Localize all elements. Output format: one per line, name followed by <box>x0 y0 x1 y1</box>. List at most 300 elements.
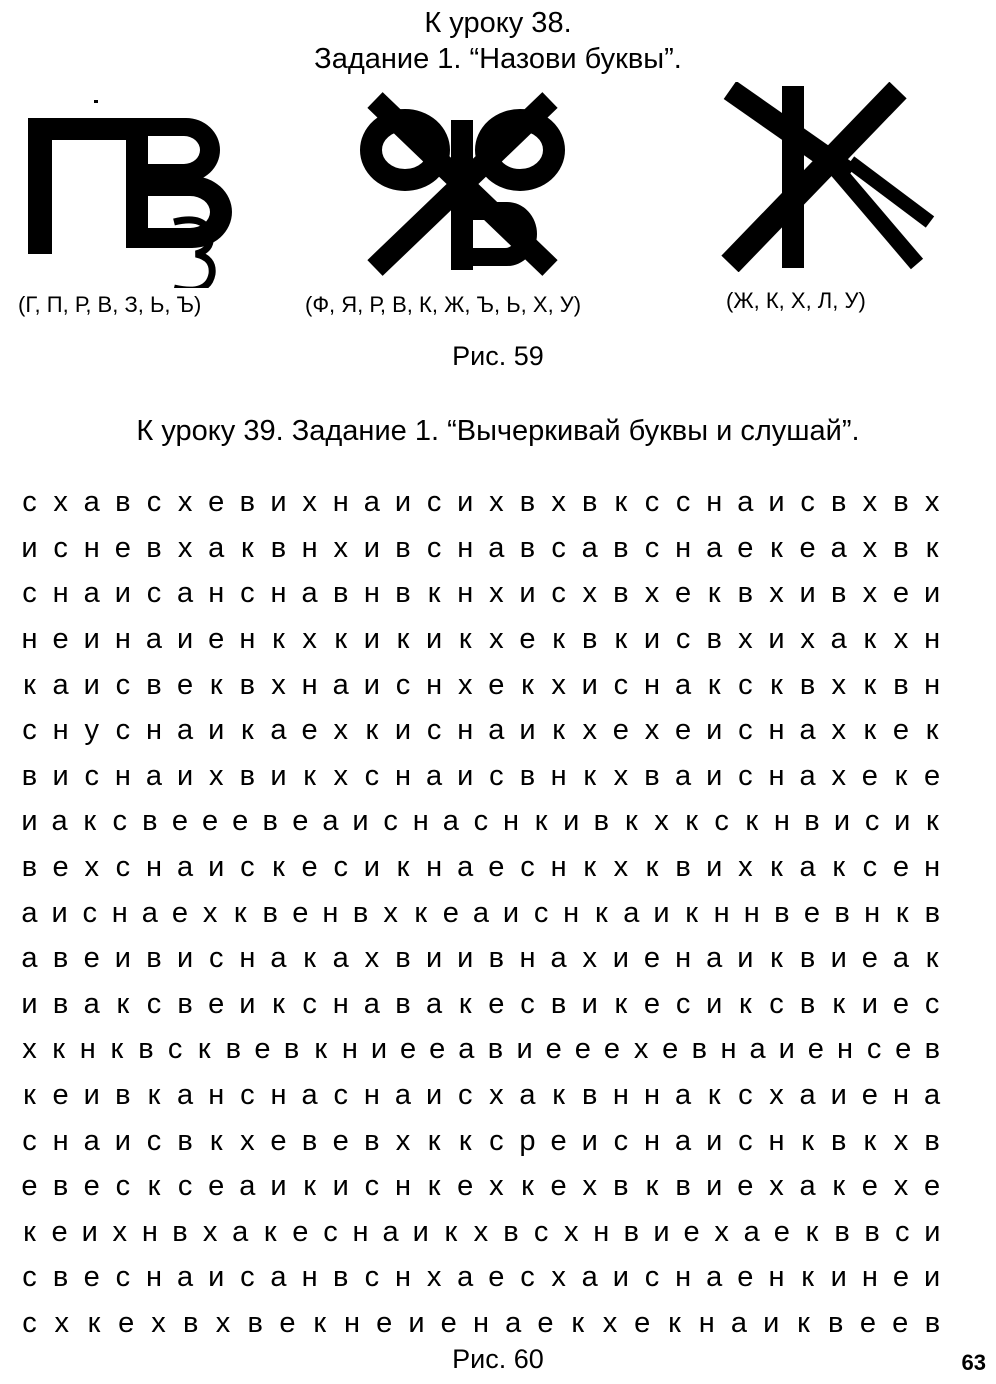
letter: х <box>563 1215 579 1248</box>
letter: н <box>457 714 474 747</box>
letter: в <box>737 577 754 610</box>
letter: е <box>545 1033 562 1066</box>
letter: в <box>395 942 411 975</box>
letter: к <box>233 896 247 929</box>
lesson38-task: Задание 1. “Назови буквы”. <box>314 43 682 75</box>
letter: е <box>861 759 878 792</box>
letter: в <box>115 1079 131 1112</box>
letter: в <box>21 759 38 792</box>
letter: к <box>334 623 348 656</box>
letter: е <box>201 805 219 838</box>
letter: к <box>801 1261 814 1294</box>
letter: е <box>332 1124 349 1157</box>
letter: к <box>863 668 877 701</box>
letter: к <box>23 1079 36 1112</box>
letter: с <box>675 987 691 1020</box>
letter: с <box>146 577 162 610</box>
letter: х <box>862 486 878 519</box>
letter: а <box>737 486 754 519</box>
letter: н <box>21 623 38 656</box>
letter: а <box>623 896 640 929</box>
letter: и <box>426 942 443 975</box>
letter-row <box>18 1164 944 1210</box>
letter: е <box>643 942 661 975</box>
letter: и <box>83 668 100 701</box>
letter: е <box>83 1170 100 1203</box>
letter: к <box>583 851 597 884</box>
letter: в <box>52 1170 69 1203</box>
letter: с <box>533 1215 549 1248</box>
letter: н <box>502 805 519 838</box>
letter: к <box>707 668 721 701</box>
letter: х <box>893 623 909 656</box>
letter: в <box>924 1033 941 1066</box>
letter: х <box>800 623 815 656</box>
letter: в <box>21 851 38 884</box>
letter: с <box>146 1124 162 1157</box>
letter: в <box>799 942 816 975</box>
letter: е <box>519 623 536 656</box>
letter: и <box>563 805 580 838</box>
letter: а <box>457 851 474 884</box>
letter: е <box>861 1079 878 1112</box>
letter-row <box>18 1073 944 1119</box>
letter: е <box>279 1306 296 1339</box>
letter: с <box>426 531 442 564</box>
letter: а <box>799 851 816 884</box>
letter: в <box>52 942 69 975</box>
letter: и <box>363 531 380 564</box>
letter: а <box>363 486 380 519</box>
letter: н <box>363 577 380 610</box>
letter: х <box>582 577 597 610</box>
letter: и <box>706 1170 723 1203</box>
letter: н <box>332 486 349 519</box>
letter: с <box>209 942 224 975</box>
letter: к <box>805 1215 819 1248</box>
letter: а <box>799 1079 816 1112</box>
letter: в <box>831 1124 847 1157</box>
letter: н <box>270 577 287 610</box>
letter: к <box>645 1170 659 1203</box>
letter: к <box>427 1124 441 1157</box>
letter: к <box>770 942 783 975</box>
letter: а <box>270 1261 287 1294</box>
letter: е <box>457 1170 474 1203</box>
letter: а <box>892 942 910 975</box>
letter: х <box>738 851 753 884</box>
figure-60-label: Рис. 60 <box>452 1344 544 1374</box>
letter: с <box>167 1033 183 1066</box>
letter: к <box>303 942 316 975</box>
letter: к <box>925 531 939 564</box>
letter: е <box>208 1170 225 1203</box>
letter: и <box>52 759 69 792</box>
letter: с <box>146 987 162 1020</box>
letter: н <box>706 486 723 519</box>
letter: и <box>706 1124 723 1157</box>
letter: х <box>644 577 660 610</box>
letter: е <box>737 1170 754 1203</box>
letter: и <box>581 1124 598 1157</box>
letter: к <box>521 1170 534 1203</box>
letter: н <box>519 942 536 975</box>
letter: е <box>440 1306 457 1339</box>
letter: е <box>376 1306 393 1339</box>
letter: н <box>643 1124 660 1157</box>
letter: и <box>408 1306 425 1339</box>
letter: в <box>519 486 536 519</box>
letter: а <box>177 851 194 884</box>
letter: с <box>53 531 68 564</box>
letter: с <box>866 1033 882 1066</box>
letter: и <box>706 851 723 884</box>
letter-row <box>18 754 944 800</box>
letter: в <box>613 531 629 564</box>
letter: с <box>333 1079 348 1112</box>
letter: к <box>552 1079 565 1112</box>
letter: е <box>292 896 309 929</box>
letter: н <box>457 577 474 610</box>
letter: х <box>862 577 878 610</box>
letter: и <box>516 1033 533 1066</box>
letter: к <box>116 987 130 1020</box>
letter: в <box>283 1033 300 1066</box>
letter: в <box>146 668 162 701</box>
letter: в <box>893 486 909 519</box>
letter: е <box>612 714 629 747</box>
letter: х <box>551 668 566 701</box>
letter: е <box>892 987 910 1020</box>
letter: с <box>22 1261 37 1294</box>
letter: с <box>84 759 99 792</box>
letter: е <box>232 805 249 838</box>
letter: в <box>893 531 909 564</box>
letter: в <box>172 1215 188 1248</box>
letter: х <box>582 714 597 747</box>
letter: х <box>395 1124 411 1157</box>
letter: и <box>778 1033 795 1066</box>
letter: и <box>83 623 100 656</box>
letter: и <box>352 805 369 838</box>
letter: е <box>488 851 505 884</box>
letter: х <box>177 531 193 564</box>
letter: в <box>270 531 287 564</box>
letter: а <box>426 759 443 792</box>
letter: н <box>111 896 128 929</box>
letter: н <box>208 577 225 610</box>
letter: с <box>302 987 317 1020</box>
letter: н <box>550 759 567 792</box>
letter: к <box>801 1124 814 1157</box>
letter: н <box>322 896 339 929</box>
letter-row <box>18 890 944 936</box>
letter: с <box>520 851 535 884</box>
letter: с <box>22 1306 37 1339</box>
letter: н <box>457 531 474 564</box>
letter: к <box>745 805 759 838</box>
letter: и <box>706 759 723 792</box>
letter: и <box>894 805 911 838</box>
figure-2-caption: (Ф, Я, Р, В, К, Ж, Ъ, Ь, Х, У) <box>305 292 582 317</box>
letter: и <box>363 668 380 701</box>
letter: и <box>830 942 847 975</box>
letter: в <box>183 1306 199 1339</box>
letter: а <box>505 1306 522 1339</box>
letter: х <box>633 1033 649 1066</box>
letter: х <box>151 1306 166 1339</box>
letter: в <box>247 1306 263 1339</box>
letter: а <box>177 1261 194 1294</box>
letter: с <box>426 486 442 519</box>
letter: к <box>668 1306 681 1339</box>
letter: в <box>142 805 158 838</box>
letter: в <box>691 1033 708 1066</box>
letter: а <box>924 1079 941 1112</box>
letter: е <box>171 896 189 929</box>
letter: х <box>84 851 99 884</box>
letter: и <box>830 1079 847 1112</box>
letter-grid <box>18 480 944 1346</box>
letter: е <box>574 1033 591 1066</box>
letter: и <box>394 486 412 519</box>
letter: е <box>773 1215 790 1248</box>
letter: и <box>924 1261 941 1294</box>
letter: с <box>458 1079 473 1112</box>
letter: в <box>115 486 131 519</box>
letter: и <box>114 1124 131 1157</box>
letter: н <box>768 759 785 792</box>
letter: н <box>79 1033 96 1066</box>
letter: к <box>770 531 783 564</box>
letter: с <box>115 1261 131 1294</box>
letter: с <box>894 1215 910 1248</box>
letter: н <box>352 1215 369 1248</box>
letter: е <box>83 942 100 975</box>
letter: с <box>489 759 504 792</box>
letter: а <box>270 714 287 747</box>
letter: а <box>830 531 847 564</box>
letter: н <box>394 759 411 792</box>
letter: х <box>769 577 784 610</box>
letter: н <box>768 1261 785 1294</box>
letter: е <box>803 896 820 929</box>
letter: в <box>239 759 256 792</box>
letter: к <box>303 1170 316 1203</box>
letter: а <box>749 1033 766 1066</box>
letter: к <box>23 1215 36 1248</box>
letter: х <box>209 759 224 792</box>
letter: с <box>364 759 380 792</box>
letter: к <box>739 987 752 1020</box>
letter: н <box>270 1079 287 1112</box>
letter: в <box>593 805 609 838</box>
letter: к <box>52 1033 65 1066</box>
letter: н <box>394 1261 411 1294</box>
page-number: 63 <box>961 1350 986 1375</box>
letter: в <box>146 942 162 975</box>
letter: к <box>571 1306 585 1339</box>
letter: х <box>582 1170 597 1203</box>
letter: е <box>662 1033 679 1066</box>
letter: х <box>551 486 566 519</box>
letter: н <box>332 987 349 1020</box>
letter: в <box>831 486 847 519</box>
letter: н <box>141 1215 158 1248</box>
letter: е <box>924 1170 941 1203</box>
letter: н <box>343 1306 360 1339</box>
letter: е <box>859 1306 877 1339</box>
letter: и <box>924 1215 941 1248</box>
letter: и <box>208 851 225 884</box>
letter: х <box>602 1306 618 1339</box>
letter: х <box>769 1170 784 1203</box>
letter: к <box>272 987 285 1020</box>
letter: с <box>800 486 815 519</box>
letter: н <box>114 759 131 792</box>
letter-combination-2-figure <box>355 92 575 277</box>
lesson39-task: К уроку 39. Задание 1. “Вычеркивай буквы и слушай”. <box>136 415 860 447</box>
letter: с <box>333 851 348 884</box>
letter: н <box>675 1261 692 1294</box>
letter: е <box>21 1170 38 1203</box>
letter: е <box>292 1215 309 1248</box>
letter: х <box>458 668 473 701</box>
letter: х <box>426 1261 442 1294</box>
letter: н <box>363 1079 380 1112</box>
letter: в <box>893 668 909 701</box>
letter-row <box>18 571 944 617</box>
letter: и <box>612 942 629 975</box>
letter: и <box>177 623 194 656</box>
letter: а <box>208 531 225 564</box>
letter: в <box>675 1170 691 1203</box>
letter: с <box>769 987 784 1020</box>
letter: н <box>836 1033 853 1066</box>
letter-row <box>18 1027 944 1073</box>
letter: н <box>713 896 730 929</box>
letter: к <box>241 531 254 564</box>
letter: а <box>21 896 38 929</box>
letter: х <box>240 1124 255 1157</box>
letter: х <box>489 577 504 610</box>
letter: х <box>489 486 504 519</box>
letter: а <box>488 714 505 747</box>
letter: в <box>177 987 193 1020</box>
letter: и <box>581 987 598 1020</box>
letter: с <box>240 577 255 610</box>
letter: к <box>521 668 534 701</box>
letter: а <box>21 942 38 975</box>
letter: а <box>675 668 692 701</box>
letter: н <box>239 942 256 975</box>
letter: к <box>87 1306 101 1339</box>
letter: и <box>363 851 380 884</box>
letter: е <box>488 668 505 701</box>
letter: х <box>831 668 846 701</box>
letter: к <box>209 668 223 701</box>
letter: в <box>550 987 567 1020</box>
letter: и <box>457 486 474 519</box>
letter: х <box>112 1215 128 1248</box>
letter: х <box>53 486 68 519</box>
letter: е <box>51 1215 68 1248</box>
letter: е <box>52 1079 69 1112</box>
letter-row <box>18 480 944 526</box>
letter: а <box>270 942 287 975</box>
letter: х <box>551 1261 566 1294</box>
letter-row <box>18 1255 944 1301</box>
letter: к <box>263 1215 277 1248</box>
letter: е <box>603 1033 621 1066</box>
letter: а <box>141 896 158 929</box>
letter: к <box>272 623 285 656</box>
letter: в <box>924 1306 941 1339</box>
letter: а <box>550 942 567 975</box>
letter: н <box>341 1033 358 1066</box>
letter-row <box>18 799 944 845</box>
letter-row <box>18 708 944 754</box>
letter: и <box>768 623 785 656</box>
letter: е <box>118 1306 135 1339</box>
letter: в <box>623 1215 640 1248</box>
letter-row <box>18 617 944 663</box>
letter: с <box>115 1170 131 1203</box>
letter: а <box>301 1079 318 1112</box>
letter: н <box>301 1261 318 1294</box>
letter: н <box>924 851 941 884</box>
letter: а <box>706 942 723 975</box>
letter: х <box>769 1079 784 1112</box>
letter: с <box>473 805 489 838</box>
letter: с <box>82 896 97 929</box>
letter: н <box>698 1306 715 1339</box>
letter: с <box>738 759 753 792</box>
letter: е <box>737 1261 754 1294</box>
letter: в <box>924 896 941 929</box>
letter: и <box>83 1079 100 1112</box>
letter: к <box>110 1033 124 1066</box>
letter-combination-1-figure <box>22 98 252 288</box>
letter: н <box>643 668 660 701</box>
letter: к <box>707 577 721 610</box>
letter: н <box>892 1079 909 1112</box>
letter: и <box>830 1261 847 1294</box>
letter: к <box>458 623 472 656</box>
letter-row <box>18 526 944 572</box>
letter: к <box>614 623 628 656</box>
letter: к <box>614 486 628 519</box>
letter: к <box>458 987 472 1020</box>
letter: н <box>861 1261 878 1294</box>
letter: х <box>202 1215 218 1248</box>
letter: в <box>239 486 256 519</box>
letter: и <box>706 714 723 747</box>
letter: х <box>924 486 940 519</box>
letter: в <box>503 1215 519 1248</box>
letter: е <box>292 805 309 838</box>
letter: к <box>147 1079 161 1112</box>
letter: е <box>892 1306 909 1339</box>
letter: к <box>552 714 565 747</box>
letter: х <box>893 1124 909 1157</box>
letter: в <box>613 1170 629 1203</box>
letter: н <box>426 851 443 884</box>
letter-combination-3-figure <box>712 82 942 272</box>
letter: н <box>643 1079 660 1112</box>
letter: с <box>240 1261 255 1294</box>
letter: к <box>685 896 698 929</box>
